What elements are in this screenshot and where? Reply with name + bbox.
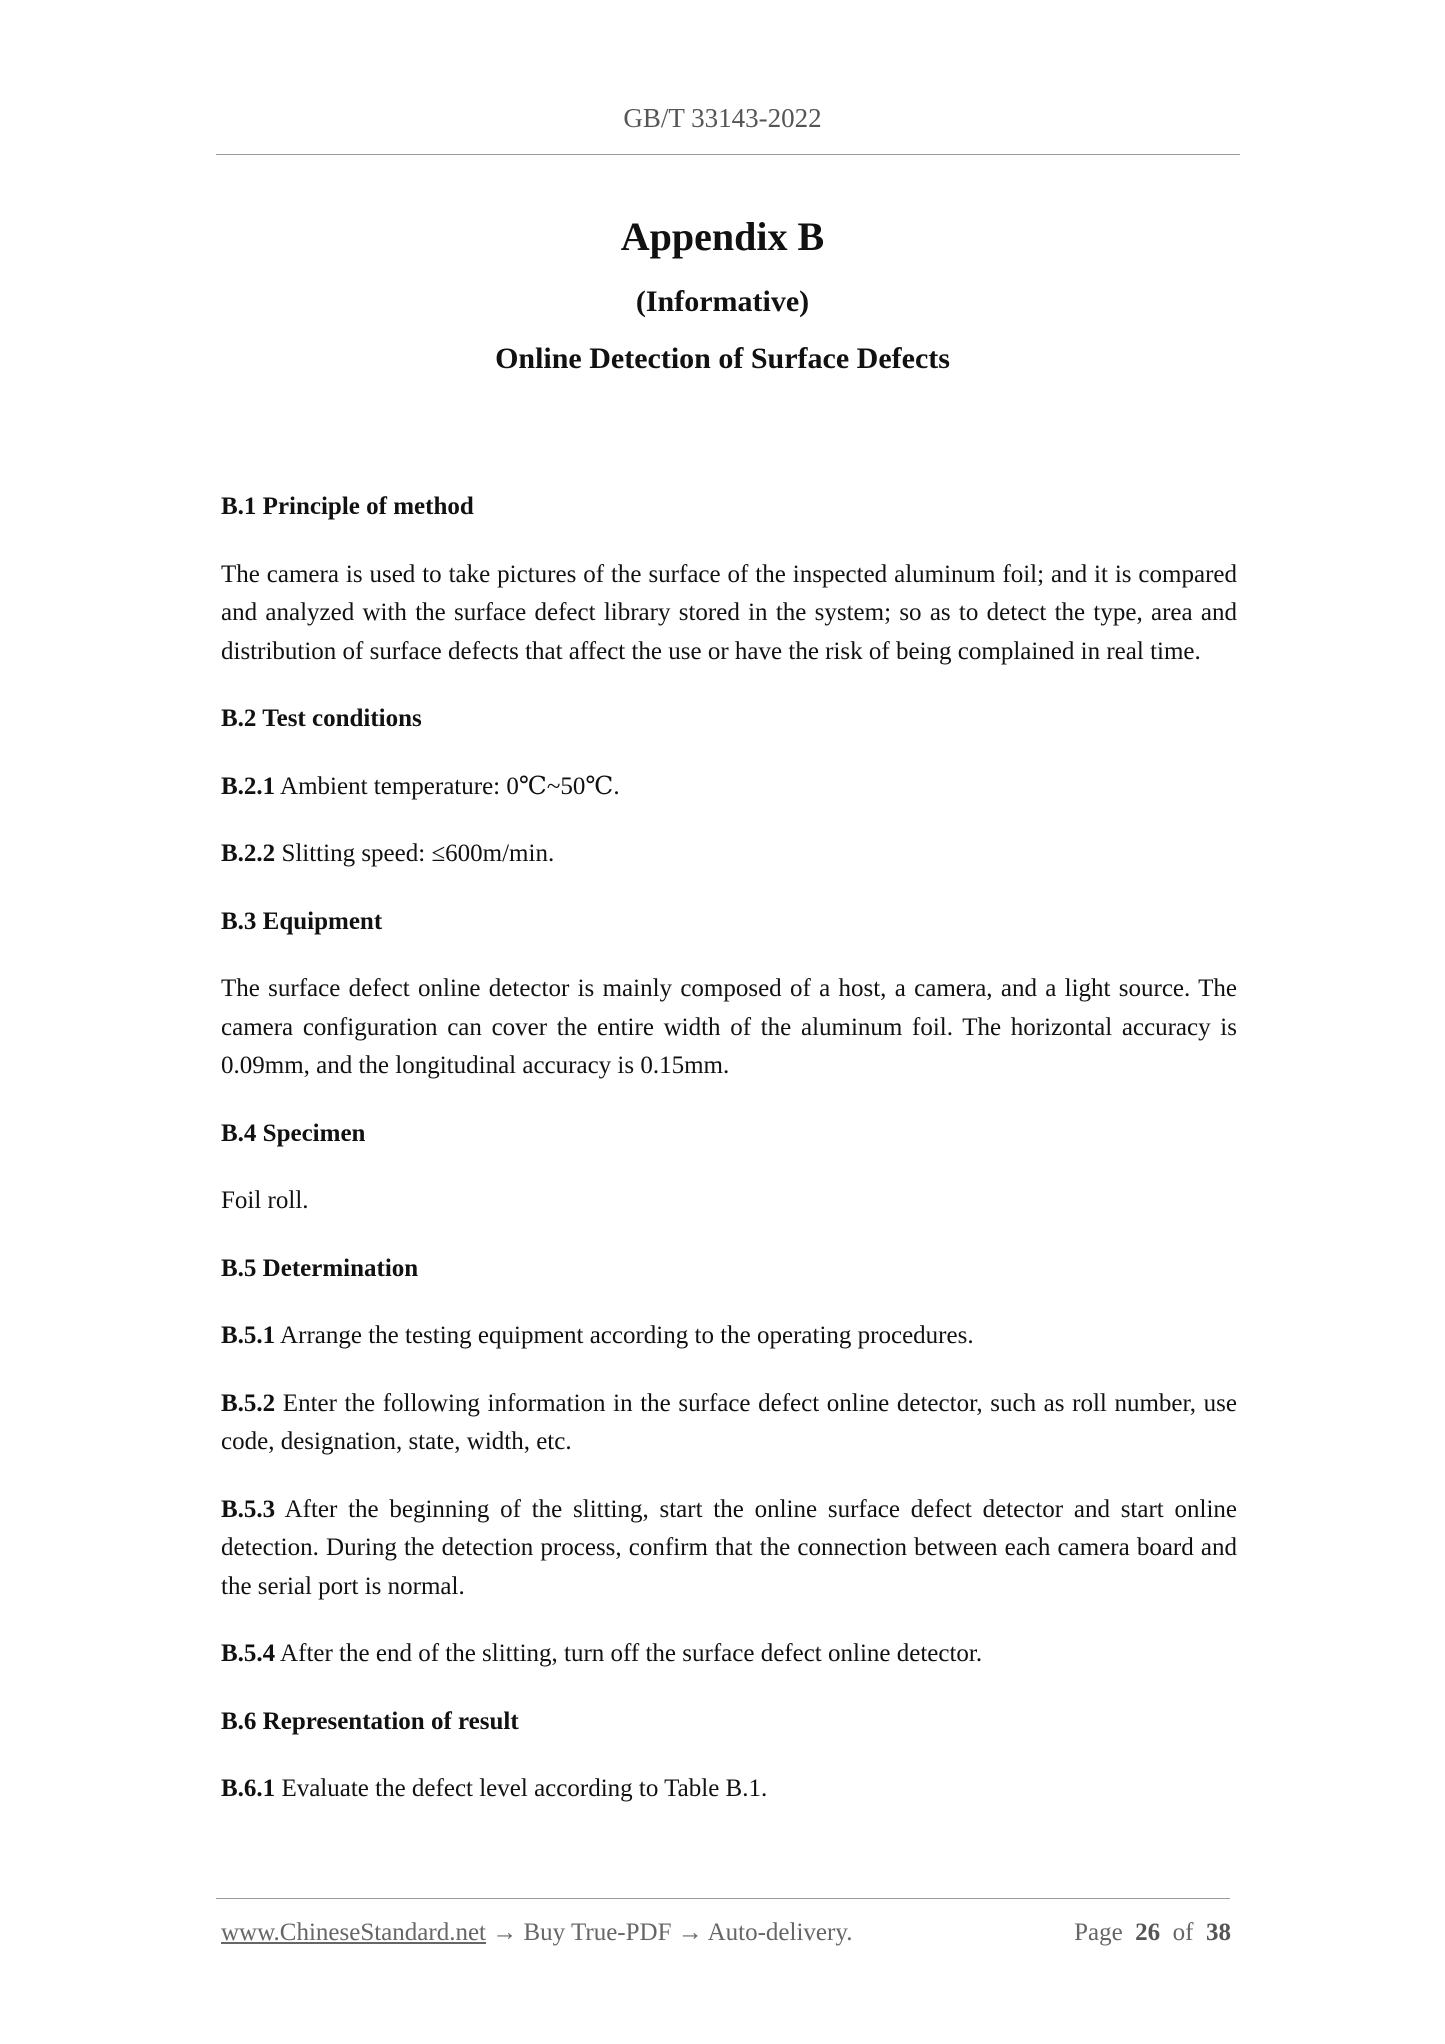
clause-number: B.5.4 (221, 1640, 276, 1667)
clause-number: B.5.1 (221, 1322, 276, 1349)
document-body (221, 488, 1237, 1838)
section-heading-b4: B.4 Specimen (221, 1119, 366, 1147)
header-divider (216, 154, 1240, 155)
page-label: Page (1074, 1919, 1123, 1946)
section-heading-b2: B.2 Test conditions (221, 705, 422, 732)
clause-text: Evaluate the defect level according to Table B.1. (275, 1775, 768, 1802)
website-link[interactable]: www.ChineseStandard.net (221, 1919, 486, 1946)
page-number: 26 (1135, 1919, 1161, 1946)
clause-b22 (221, 835, 1237, 874)
clause-text: Arrange the testing equipment according to the operating procedures. (275, 1322, 974, 1349)
clause-b53 (221, 1491, 1237, 1607)
clause-b51 (221, 1317, 1237, 1356)
appendix-title: Appendix B (620, 214, 825, 259)
clause-text: Slitting speed: ≤600m/min. (275, 840, 555, 867)
paragraph-b3: The surface defect online detector is mainly composed of a host, a camera, and a light source. The camera configuration can cover the entire width of the aluminum foil. The horizontal accuracy is 0.09mm, and the longitudinal accuracy is 0.15mm. (221, 975, 1237, 1079)
arrow-right-icon: → (486, 1919, 524, 1946)
section-heading-b3: B.3 Equipment (221, 907, 383, 935)
arrow-right-icon: → (671, 1919, 708, 1946)
footer-promo (221, 1919, 852, 1947)
document-code-header: GB/T 33143-2022 (623, 103, 822, 133)
clause-b21 (221, 768, 1237, 807)
page-indicator (1074, 1919, 1231, 1947)
auto-delivery-text: Auto-delivery. (707, 1919, 853, 1946)
footer-divider (216, 1898, 1230, 1899)
clause-number: B.5.2 (221, 1389, 276, 1417)
paragraph-b1: The camera is used to take pictures of the surface of the inspected aluminum foil; and it is compared and analyzed with the surface defect library stored in the system; so as to detect the type, area and distribution of surface defects that affect the use or have the risk of being complained in real time. (221, 560, 1237, 665)
clause-number: B.2.2 (221, 840, 276, 867)
clause-text: After the end of the slitting, turn off the surface defect online detector. (275, 1640, 983, 1667)
appendix-heading: Online Detection of Surface Defects (495, 342, 950, 375)
clause-number: B.5.3 (221, 1495, 276, 1523)
clause-text: Ambient temperature: 0℃~50℃. (275, 772, 620, 800)
section-heading-b5: B.5 Determination (221, 1254, 419, 1282)
clause-b52 (221, 1385, 1237, 1462)
clause-number: B.6.1 (221, 1775, 276, 1802)
buy-pdf-text: Buy True-PDF (523, 1919, 672, 1946)
page-total: 38 (1206, 1919, 1231, 1946)
clause-number: B.2.1 (221, 772, 276, 800)
clause-b54 (221, 1635, 1237, 1674)
section-heading-b6: B.6 Representation of result (221, 1707, 519, 1735)
paragraph-b4: Foil roll. (221, 1187, 309, 1214)
section-heading-b1: B.1 Principle of method (221, 493, 474, 520)
of-label: of (1172, 1919, 1194, 1946)
clause-b61 (221, 1770, 1237, 1809)
clause-text: Enter the following information in the surface defect online detector, such as roll number, use code, designation, state, width, etc. (221, 1389, 1237, 1455)
clause-text: After the beginning of the slitting, start the online surface defect detector and start online detection. During the detection process, confirm that the connection between each camera board and the serial port is normal. (221, 1495, 1237, 1600)
appendix-type: (Informative) (635, 285, 810, 318)
